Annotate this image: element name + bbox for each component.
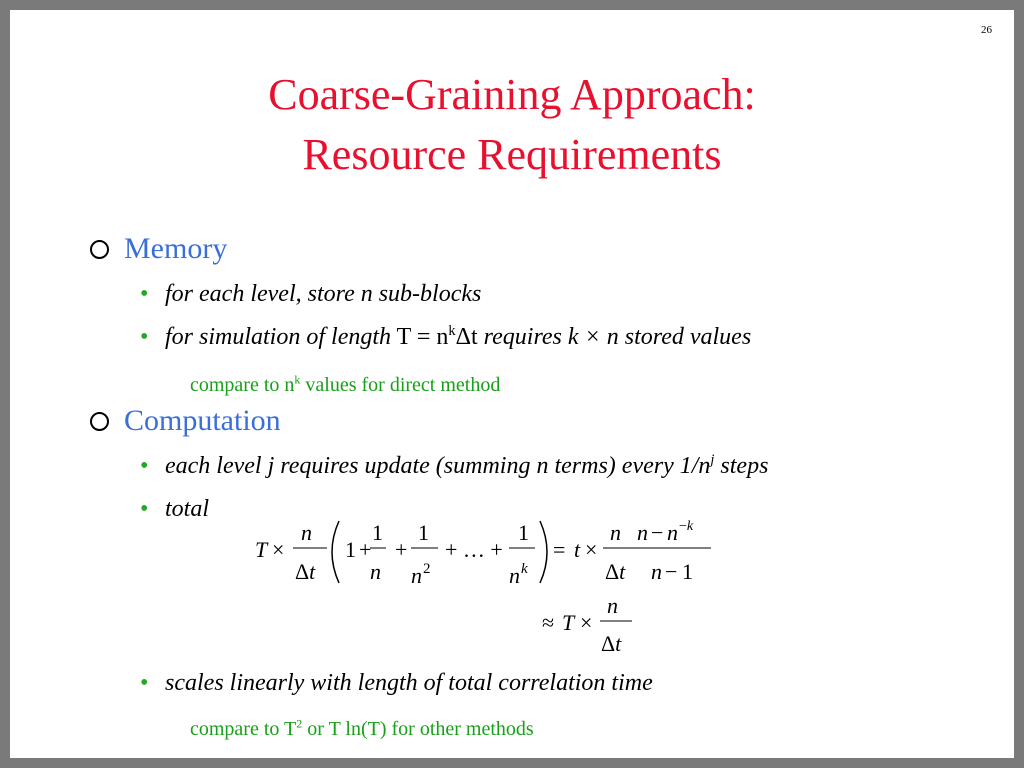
bullet-dot-icon: • — [140, 324, 149, 350]
computation-bullet-1-pre: each level j requires update (summing n terms) every 1/n — [165, 453, 711, 479]
svg-text:+: + — [359, 537, 372, 562]
svg-text:1: 1 — [345, 537, 356, 562]
svg-text:T: T — [255, 537, 268, 562]
svg-text:Δt: Δt — [605, 559, 626, 584]
computation-bullet-2-text: total — [165, 496, 210, 522]
memory-bullet-2-requires: requires k × n stored values — [483, 324, 752, 350]
svg-text:n: n — [509, 563, 520, 588]
svg-text:×: × — [272, 537, 285, 562]
svg-text:n: n — [370, 559, 381, 584]
computation-note — [190, 718, 534, 741]
computation-bullet-3-text: scales linearly with length of total correlation time — [165, 670, 653, 696]
memory-bullet-2 — [140, 324, 751, 351]
computation-note-sup: 2 — [296, 716, 303, 731]
total-cost-formula — [235, 505, 735, 605]
memory-note-sup: k — [294, 372, 301, 387]
svg-text:1: 1 — [518, 520, 529, 545]
computation-note-post: or T ln(T) for other methods — [302, 718, 534, 740]
svg-text:k: k — [521, 561, 528, 577]
svg-text:−k: −k — [679, 519, 694, 534]
computation-bullet-2 — [140, 496, 209, 523]
svg-text:n: n — [607, 593, 618, 618]
svg-text:=: = — [553, 537, 566, 562]
svg-text:t: t — [574, 537, 581, 562]
computation-bullet-1-post: steps — [714, 453, 769, 479]
svg-text:n: n — [411, 563, 422, 588]
computation-bullet-1 — [140, 453, 768, 480]
slide — [10, 10, 1014, 758]
bullet-dot-icon: • — [140, 496, 149, 522]
bullet-dot-icon: • — [140, 670, 149, 696]
memory-bullet-2-pre: for simulation of length — [165, 324, 392, 350]
computation-bullet-3 — [140, 670, 653, 697]
title-line-1: Coarse-Graining Approach: — [268, 70, 756, 119]
hollow-circle-bullet-icon — [90, 240, 109, 259]
memory-bullet-1-text: for each level, store n sub-blocks — [165, 281, 482, 307]
svg-text:1: 1 — [682, 559, 693, 584]
memory-heading: Memory — [124, 232, 228, 265]
hollow-circle-bullet-icon — [90, 412, 109, 431]
svg-text:2: 2 — [423, 561, 431, 577]
svg-text:×: × — [580, 610, 593, 635]
computation-bullet-1-sup: j — [710, 452, 715, 468]
slide-title — [10, 65, 1014, 185]
title-line-2: Resource Requirements — [302, 130, 722, 179]
svg-text:n: n — [651, 559, 662, 584]
svg-text:−: − — [651, 520, 664, 545]
svg-text:Δt: Δt — [295, 559, 316, 584]
svg-text:1: 1 — [418, 520, 429, 545]
computation-heading: Computation — [124, 404, 281, 437]
svg-text:1: 1 — [372, 520, 383, 545]
memory-note-post: values for direct method — [300, 374, 501, 396]
bullet-dot-icon: • — [140, 453, 149, 479]
svg-text:+ … +: + … + — [445, 537, 503, 562]
approx-formula — [540, 590, 660, 670]
memory-note-pre: compare to n — [190, 374, 295, 396]
memory-bullet-2-delta-t: Δt — [455, 324, 478, 350]
svg-text:T: T — [562, 610, 575, 635]
memory-note — [190, 374, 500, 397]
svg-text:≈: ≈ — [542, 610, 555, 635]
memory-bullet-2-sup-k: k — [448, 323, 456, 339]
memory-bullet-2-T-eq: T = n — [396, 324, 449, 350]
memory-bullet-1 — [140, 281, 481, 308]
svg-text:n: n — [610, 520, 621, 545]
svg-text:×: × — [585, 537, 598, 562]
svg-text:Δt: Δt — [601, 631, 622, 656]
bullet-dot-icon: • — [140, 281, 149, 307]
svg-text:n: n — [667, 520, 678, 545]
svg-text:n: n — [301, 520, 312, 545]
svg-text:+: + — [395, 537, 408, 562]
svg-text:−: − — [665, 559, 678, 584]
computation-note-pre: compare to T — [190, 718, 297, 740]
svg-text:n: n — [637, 520, 648, 545]
memory-heading-row — [90, 232, 227, 266]
page-number: 26 — [981, 24, 992, 36]
computation-heading-row — [90, 404, 281, 438]
